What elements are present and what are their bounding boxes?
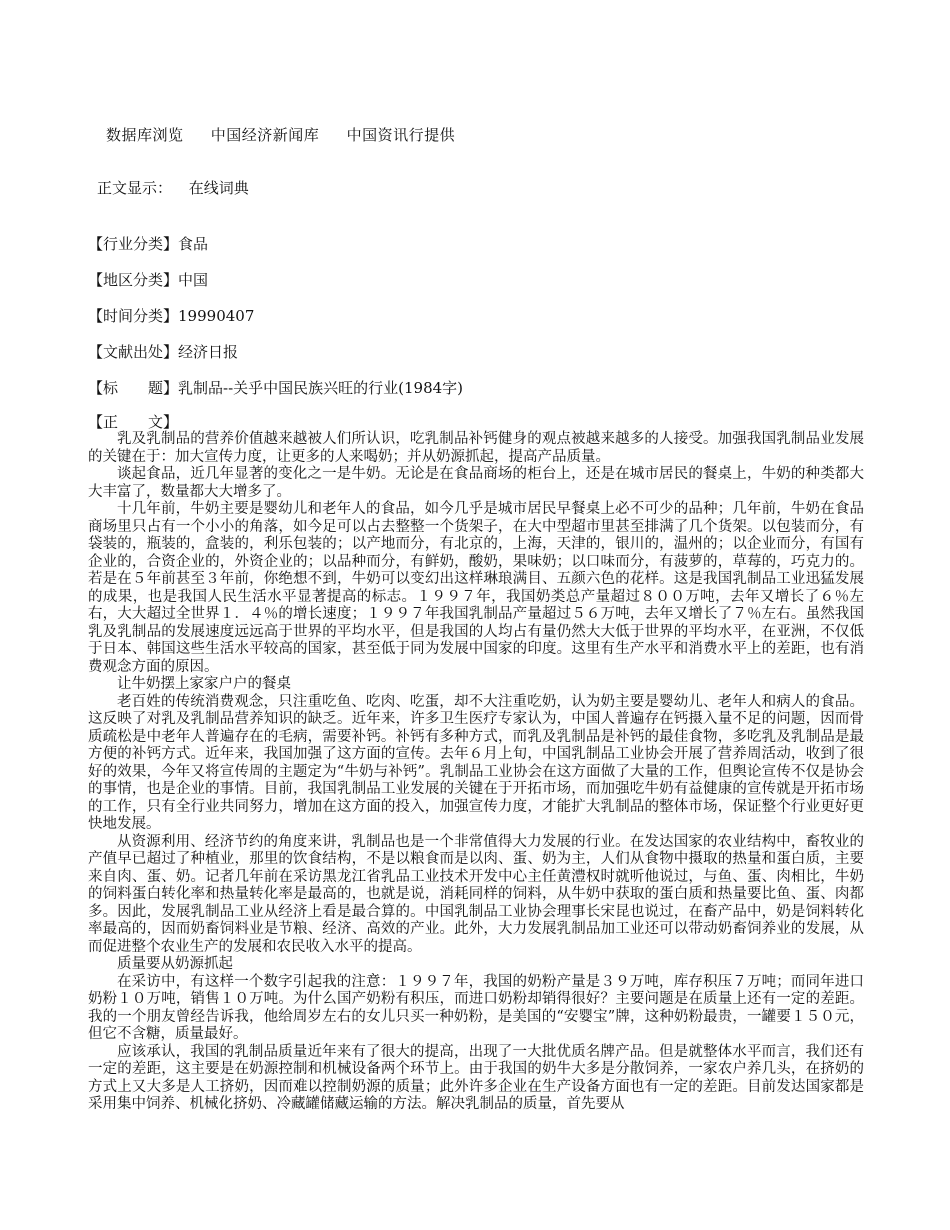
meta-value: 19990407 [178,307,255,325]
section-heading: 让牛奶摆上家家户户的餐桌 [117,676,291,692]
meta-industry [88,233,208,254]
paragraph: 从资源利用、经济节约的角度来讲，乳制品也是一个非常值得大力发展的行业。在发达国家的农业结构中，畜牧业的产值早已超过了种植业，那里的饮食结构，不是以粮食而是以肉、蛋、奶为主，人们从食物中摄取的热量和蛋白质，主要来自肉、蛋、奶。记者几年前在采访黑龙江省乳品工业技术开发中心主任黄澧权时就听他说过，与鱼、蛋、肉相比，牛奶的饲料蛋白转化率和热量转化率是最高的，也就是说，消耗同样的饲料，从牛奶中获取的蛋白质和热量要比鱼、蛋、肉都多。因此，发展乳制品工业从经济上看是最合算的。中国乳制品工业协会理事长宋昆也说过，在畜产品中，奶是饲料转化率最高的，因而奶畜饲料业是节粮、经济、高效的产业。此外，大力发展乳制品加工业还可以带动奶畜饲养业的发展，从而促进整个农业生产的发展和农民收入水平的提高。 [88,833,864,955]
header-bar [106,124,455,145]
meta-label: 【时间分类】 [88,307,179,325]
paragraph: 老百姓的传统消费观念，只注重吃鱼、吃肉、吃蛋，却不大注重吃奶，认为奶主要是婴幼儿、老年人和病人的食品。这反映了对乳及乳制品营养知识的缺乏。近年来，许多卫生医疗专家认为，中国人普遍存在钙摄入量不足的问题，因而骨质疏松是中老年人普遍存在的毛病，需要补钙。补钙有多种方式，而乳及乳制品是补钙的最佳食物，多吃乳及乳制品是最方便的补钙方式。近年来，我国加强了这方面的宣传。去年６月上旬，中国乳制品工业协会开展了营养周活动，收到了很好的效果，今年又将宣传周的主题定为“牛奶与补钙”。乳制品工业协会在这方面做了大量的工作，但舆论宣传不仅是协会的事情，也是企业的事情。目前，我国乳制品工业发展的关键在于开拓市场，而加强吃牛奶有益健康的宣传就是开拓市场的工作，只有全行业共同努力，增加在这方面的投入，加强宣传力度，才能扩大乳制品的整体市场，保证整个行业更好更快地发展。 [88,693,864,832]
meta-label: 【行业分类】 [88,235,179,253]
paragraph: 十几年前，牛奶主要是婴幼儿和老年人的食品，如今几乎是城市居民早餐桌上必不可少的品种；几年前，牛奶在食品商场里只占有一个小小的角落，如今足可以占去整整一个货架子，在大中型超市里甚至排满了几个货架。以包装而分，有袋装的，瓶装的，盒装的，利乐包装的；以产地而分，有北京的，上海，天津的，银川的，温州的；以企业而分，有国有企业的，合资企业的，外资企业的；以品种而分，有鲜奶，酸奶，果味奶；以口味而分，有菠萝的，草莓的，巧克力的。若是在５年前甚至３年前，你绝想不到，牛奶可以变幻出这样琳琅满目、五颜六色的花样。这是我国乳制品工业迅猛发展的成果，也是我国人民生活水平显著提高的标志。１９９７年，我国奶类总产量超过８００万吨，去年又增长了６％左右，大大超过全世界１．４％的增长速度；１９９７年我国乳制品产量超过５６万吨，去年又增长了７％左右。虽然我国乳及乳制品的发展速度远远高于世界的平均水平，但是我国的人均占有量仍然大大低于世界的平均水平，在亚洲，不仅低于日本、韩国这些生活水平较高的国家，甚至低于同为发展中国家的印度。这里有生产水平和消费水平上的差距，也有消费观念方面的原因。 [88,501,864,675]
meta-label: 【文献出处】 [88,343,179,361]
paragraph: 谈起食品，近几年显著的变化之一是牛奶。无论是在食品商场的柜台上，还是在城市居民的餐桌上，牛奶的种类都大大丰富了，数量都大大增多了。 [88,466,864,500]
body-label: 【正 文】 [88,413,179,431]
section-heading: 质量要从奶源抓起 [117,956,233,972]
meta-title [88,377,463,398]
database-browse-link[interactable]: 数据库浏览 [106,126,184,144]
meta-value: 经济日报 [178,343,239,361]
meta-date [88,305,254,326]
article-title: 乳制品--关乎中国民族兴旺的行业(1984字) [178,379,464,397]
display-label: 正文显示： [97,179,173,197]
paragraph: 在采访中，有这样一个数字引起我的注意：１９９７年，我国的奶粉产量是３９万吨，库存积压７万吨；而同年进口奶粉１０万吨，销售１０万吨。为什么国产奶粉有积压，而进口奶粉却销得很好？主要问题是在质量上还有一定的差距。我的一个朋友曾经告诉我，他给周岁左右的女儿只买一种奶粉，是美国的“安婴宝”牌，这种奶粉最贵，一罐要１５０元，但它不含糖，质量最好。 [88,973,864,1042]
paragraph: 乳及乳制品的营养价值越来越被人们所认识，吃乳制品补钙健身的观点被越来越多的人接受。加强我国乳制品业发展的关键在于：加大宣传力度，让更多的人来喝奶；并从奶源抓起，提高产品质量。 [88,431,864,465]
meta-value: 中国 [178,271,209,289]
article-body [88,413,864,1114]
meta-label: 【标 题】 [88,379,179,397]
meta-region [88,269,208,290]
meta-value: 食品 [178,235,209,253]
display-options [97,177,261,198]
paragraph: 应该承认，我国的乳制品质量近年来有了很大的提高，出现了一大批优质名牌产品。但是就整体水平而言，我们还有一定的差距，这主要是在奶源控制和机械设备两个环节上。由于我国的奶牛大多是分散饲养，一家农户养几头，在挤奶的方式上又大多是人工挤奶，因而难以控制奶源的质量；此外许多企业在生产设备方面也有一定的差距。目前发达国家都是采用集中饲养、机械化挤奶、冷藏罐储藏运输的方法。解决乳制品的质量，首先要从 [88,1043,864,1112]
database-name[interactable]: 中国经济新闻库 [210,126,320,144]
online-dictionary-link[interactable]: 在线词典 [188,179,249,197]
meta-source [88,341,238,362]
provider-text: 中国资讯行提供 [346,126,456,144]
meta-label: 【地区分类】 [88,271,179,289]
